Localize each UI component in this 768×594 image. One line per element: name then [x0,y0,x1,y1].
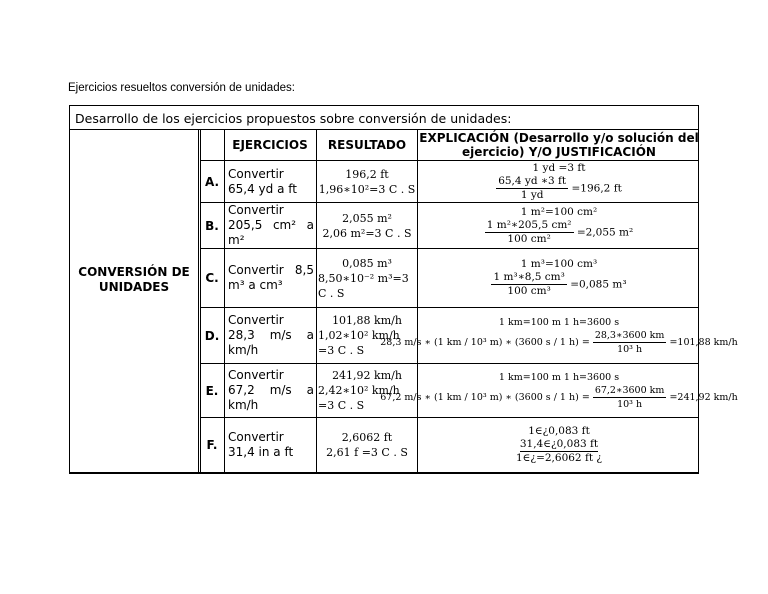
explanation-cell [380,308,738,363]
fraction-denominator: 1 yd [520,188,544,201]
explanation-result: =241,92 km/h [669,391,738,403]
conversion-table [69,105,738,474]
result-value: 2,6062 ft [341,431,393,444]
fraction-numerator: 67,2∗3600 km [594,384,665,396]
row-letter: A. [204,174,220,189]
row-separator [70,472,698,473]
row-letter: F. [206,438,218,452]
result-cell [318,203,416,248]
explanation-equivalence: 1 m²=100 cm² [520,205,598,218]
explanation-numerator: 31,4∈¿0,083 ft [519,438,599,450]
col-separator [198,130,199,473]
explanation-cell [380,364,738,417]
header-explicacion: EXPLICACIÓN (Desarrollo y/o solución del ejercicio) Y/O JUSTIFICACIÓN [419,131,699,159]
fraction-denominator: 10³ h [617,398,643,410]
explanation-calc [491,271,626,298]
col-separator [417,130,418,473]
col-separator [316,130,317,473]
explanation-result: =0,085 m³ [570,278,627,291]
result-sigfig: 1,96∗10²=3 C . S [318,182,416,196]
explanation-cell [420,249,698,307]
row-letter: E. [205,383,219,398]
row-letter: B. [205,218,219,233]
fraction-numerator: 65,4 yd ∗3 ft [498,174,567,187]
explanation-cell [420,161,698,202]
fraction [485,219,574,246]
result-sigfig: 2,61 f =3 C . S [326,446,408,459]
exercise-text: Convertir 31,4 in a ft [228,430,294,459]
explanation-lead: 28,3 m/s ∗ (1 km / 10³ m) ∗ (3600 s / 1 h) = [380,336,590,348]
fraction [593,384,667,411]
result-value: 196,2 ft [345,167,389,181]
fraction-numerator: 1 m³∗8,5 cm³ [493,271,565,283]
fraction-denominator: 100 cm² [507,232,551,245]
explanation-calc [380,384,738,411]
fraction-numerator: 28,3∗3600 km [594,329,665,341]
explanation-lead: 67,2 m/s ∗ (1 km / 10³ m) ∗ (3600 s / 1 h) = [380,391,590,403]
header-ejercicios: EJERCICIOS [232,138,308,152]
fraction-numerator: 1 m²∗205,5 cm² [486,218,572,231]
exercise-text: Convertir 67,2 m/s a km/h [228,368,314,412]
explanation-result: =196,2 ft [571,182,622,194]
explanation-result: =101,88 km/h [669,336,738,348]
result-sigfig: 1,02∗10² km/h =3 C . S [318,329,400,357]
header-resultado: RESULTADO [327,138,407,152]
result-value: 101,88 km/h [332,314,402,327]
result-sigfig: 2,06 m²=3 C . S [322,226,412,240]
explanation-calc [496,175,622,202]
result-value: 0,085 m³ [342,256,392,270]
merged-category-label: CONVERSIÓN DE UNIDADES [78,265,190,294]
explanation-calc [380,329,738,356]
exercise-text: Convertir 65,4 yd a ft [228,166,297,196]
page-title: Ejercicios resueltos conversión de unidades: [68,82,295,94]
explanation-cell [420,203,698,248]
result-cell [318,418,416,472]
explanation-result: =2,055 m² [576,226,634,238]
explanation-equivalence: 1 km=100 m 1 h=3600 s [498,316,620,328]
fraction-denominator: 100 cm³ [507,285,551,297]
explanation-result: 1∈¿=2,6062 ft ¿ [515,452,603,464]
fraction [593,329,667,356]
exercise-text: Convertir 205,5 cm² a m² [228,203,314,247]
row-letter: C. [205,271,219,285]
explanation-equivalence: 1 yd =3 ft [532,161,586,174]
table-body [70,130,738,473]
result-cell [318,161,416,202]
explanation-equivalence: 1 m³=100 cm³ [520,258,598,270]
result-value: 241,92 km/h [332,369,402,382]
explanation-cell [420,418,698,472]
exercise-text: Convertir 28,3 m/s a km/h [228,313,314,357]
result-cell [318,249,416,307]
row-letter: D. [204,328,220,343]
fraction [491,271,566,298]
table-title: Desarrollo de los ejercicios propuestos sobre conversión de unidades: [70,106,698,130]
result-sigfig: 8,50∗10⁻² m³=3 C . S [318,271,409,300]
fraction [496,175,568,202]
explanation-equivalence: 1 km=100 m 1 h=3600 s [498,371,620,383]
result-value: 2,055 m² [342,211,392,225]
explanation-calc [485,219,633,246]
col-separator [224,130,225,473]
result-sigfig: 2,42∗10² km/h =3 C . S [318,384,400,412]
fraction-denominator: 10³ h [617,343,643,355]
explanation-equivalence: 1∈¿0,083 ft [528,425,590,437]
exercise-text: Convertir 8,5 m³ a cm³ [228,263,314,292]
